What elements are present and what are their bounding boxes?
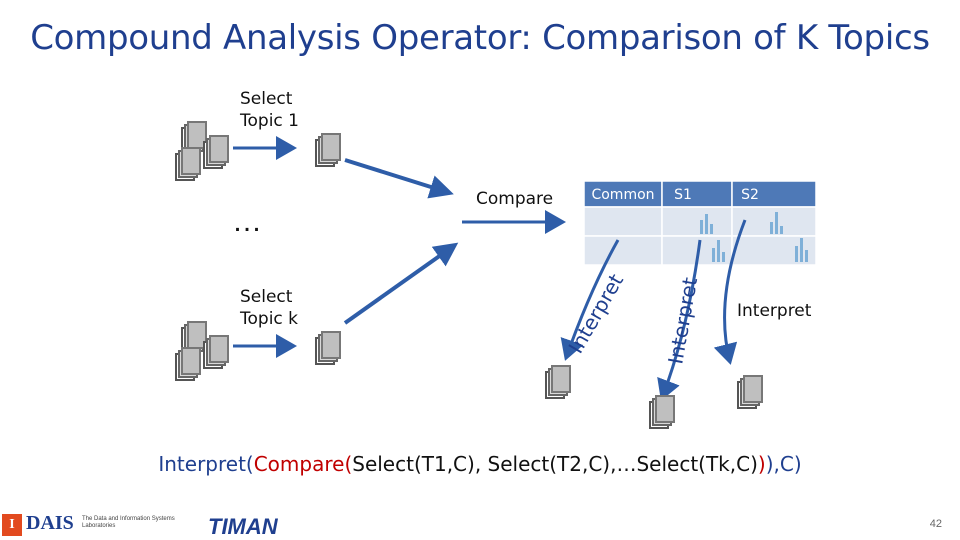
daisy-logo-subtext: The Data and Information Systems Laboratories: [82, 516, 175, 529]
table-header-common: Common: [591, 187, 655, 203]
illinois-icon: I: [2, 514, 22, 536]
formula: [0, 452, 960, 476]
formula-interpret-close: ): [765, 452, 774, 476]
daisy-logo: [0, 510, 196, 540]
table-header-s1: S1: [674, 187, 692, 203]
compare-label: Compare: [476, 189, 554, 209]
interpret-output-3: [738, 376, 762, 408]
formula-compare: Compare(: [253, 452, 353, 476]
formula-tail: ,C): [773, 452, 802, 476]
formula-compare-close: ): [757, 452, 766, 476]
document-collection-topic-1: [176, 122, 228, 180]
selected-doc-topic-1: [316, 134, 340, 166]
select-topic-k-label: Select Topic k: [240, 287, 299, 329]
interpret-label-rotated-2: Interpret: [663, 275, 703, 366]
compare-arrow-from-topic-k: [345, 245, 455, 323]
compare-arrow-from-topic-1: [345, 160, 450, 193]
interpret-label-rotated-1: Interpret: [563, 269, 629, 358]
interpret-output-2: [650, 396, 674, 428]
ellipsis-label: …: [232, 205, 262, 238]
select-topic-1-label: Select Topic 1: [240, 89, 299, 131]
interpret-output-1: [546, 366, 570, 398]
selected-doc-topic-k: [316, 332, 340, 364]
formula-interpret: Interpret(: [158, 452, 254, 476]
table-header-s2: S2: [741, 187, 759, 203]
document-collection-topic-k: [176, 322, 228, 380]
page-number: 42: [929, 518, 942, 530]
comparison-table: [584, 181, 816, 265]
formula-select: Select(T1,C), Select(T2,C),…Select(Tk,C): [352, 452, 758, 476]
daisy-logo-text: DAIS: [26, 512, 74, 534]
timan-logo: TIMAN: [208, 514, 278, 539]
interpret-label: Interpret: [737, 301, 812, 321]
slide-title: Compound Analysis Operator: Comparison of K Topics: [30, 18, 930, 58]
